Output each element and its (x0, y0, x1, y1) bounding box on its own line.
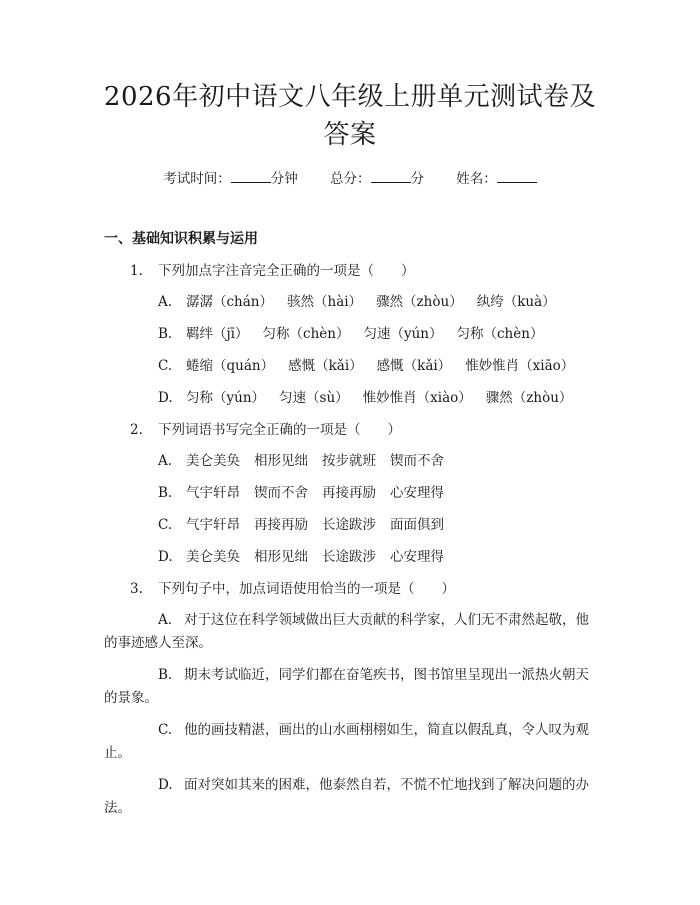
option-letter: B. (158, 667, 173, 683)
option-letter: C. (158, 517, 173, 533)
option-word: 锲而不舍 (390, 453, 444, 469)
q2-option-a (158, 451, 458, 471)
option-word: 相形见绌 (254, 453, 308, 469)
question-2 (130, 420, 401, 440)
option-text: 他的画技精湛，画出的山水画栩栩如生，简直以假乱真，令人叹为观止。 (104, 722, 589, 761)
time-label: 考试时间： (163, 171, 231, 187)
name-field (456, 168, 537, 189)
option-word: 匀速（sù） (279, 390, 349, 406)
option-word: 匀称（yún） (186, 390, 266, 406)
question-number: 1. (130, 263, 143, 279)
option-word: 相形见绌 (254, 549, 308, 565)
option-word: 纨绔（kuà） (476, 294, 556, 310)
score-field (330, 168, 424, 189)
option-word: 匀称（chèn） (456, 326, 544, 342)
time-field (163, 168, 298, 189)
exam-meta (0, 168, 700, 189)
time-unit: 分钟 (270, 171, 298, 187)
question-text: 下列词语书写完全正确的一项是（ ） (158, 422, 401, 438)
score-blank (371, 168, 411, 183)
option-word: 感慨（kǎi） (288, 358, 363, 374)
q1-option-a (158, 292, 570, 312)
option-letter: A. (158, 294, 173, 310)
option-letter: B. (158, 326, 173, 342)
score-label: 总分： (330, 171, 371, 187)
option-letter: A. (158, 453, 173, 469)
option-word: 骇然（hài） (287, 294, 363, 310)
option-word: 气宇轩昂 (186, 485, 240, 501)
option-text: 期末考试临近，同学们都在奋笔疾书，图书馆里呈现出一派热火朝天的景象。 (104, 667, 589, 706)
option-letter: A. (158, 612, 173, 628)
time-blank (231, 168, 271, 183)
q3-option-a (104, 609, 600, 655)
option-word: 感慨（kǎi） (376, 358, 452, 374)
q1-option-b (158, 324, 557, 344)
q1-option-d (158, 388, 586, 408)
option-word: 心安理得 (390, 549, 444, 565)
question-3 (130, 579, 455, 599)
score-unit: 分 (410, 171, 424, 187)
option-text: 面对突如其来的困难，他泰然自若，不慌不忙地找到了解决问题的办法。 (104, 777, 589, 816)
option-text: 对于这位在科学领域做出巨大贡献的科学家，人们无不肃然起敬，他的事迹感人至深。 (104, 612, 589, 651)
option-word: 匀称（chèn） (262, 326, 350, 342)
option-word: 再接再励 (322, 485, 376, 501)
question-text: 下列加点字注音完全正确的一项是（ ） (158, 263, 415, 279)
option-letter: B. (158, 485, 173, 501)
option-word: 惟妙惟肖（xiāo） (465, 358, 575, 374)
question-text: 下列句子中，加点词语使用恰当的一项是（ ） (158, 581, 455, 597)
option-word: 面面俱到 (390, 517, 444, 533)
option-word: 按步就班 (322, 453, 376, 469)
q1-option-c (158, 356, 588, 376)
page-title: 2026年初中语文八年级上册单元测试卷及答案 (103, 82, 597, 150)
option-word: 羁绊（jī） (186, 326, 249, 342)
option-letter: D. (158, 549, 173, 565)
q3-option-b (104, 664, 600, 710)
section-heading: 一、基础知识积累与运用 (104, 231, 258, 247)
option-word: 美仑美奂 (186, 453, 240, 469)
option-word: 美仑美奂 (186, 549, 240, 565)
option-word: 骤然（zhòu） (485, 390, 573, 406)
option-word: 锲而不舍 (254, 485, 308, 501)
option-word: 长途跋涉 (322, 549, 376, 565)
question-number: 3. (130, 581, 143, 597)
option-letter: C. (158, 358, 173, 374)
q3-option-c (104, 719, 600, 765)
option-word: 潺潺（chán） (186, 294, 273, 310)
option-letter: D. (158, 390, 173, 406)
option-word: 惟妙惟肖（xiào） (362, 390, 472, 406)
question-number: 2. (130, 422, 143, 438)
option-word: 骤然（zhòu） (376, 294, 463, 310)
option-letter: C. (158, 722, 173, 738)
q2-option-d (158, 547, 458, 567)
name-label: 姓名： (456, 171, 497, 187)
q2-option-b (158, 483, 458, 503)
option-word: 长途跋涉 (322, 517, 376, 533)
q2-option-c (158, 515, 458, 535)
option-word: 匀速（yún） (363, 326, 443, 342)
option-word: 蜷缩（quán） (186, 358, 275, 374)
question-1 (130, 261, 415, 281)
option-word: 气宇轩昂 (186, 517, 240, 533)
option-word: 再接再励 (254, 517, 308, 533)
name-blank (497, 168, 537, 183)
option-word: 心安理得 (390, 485, 444, 501)
option-letter: D. (158, 777, 173, 793)
q3-option-d (104, 774, 600, 820)
